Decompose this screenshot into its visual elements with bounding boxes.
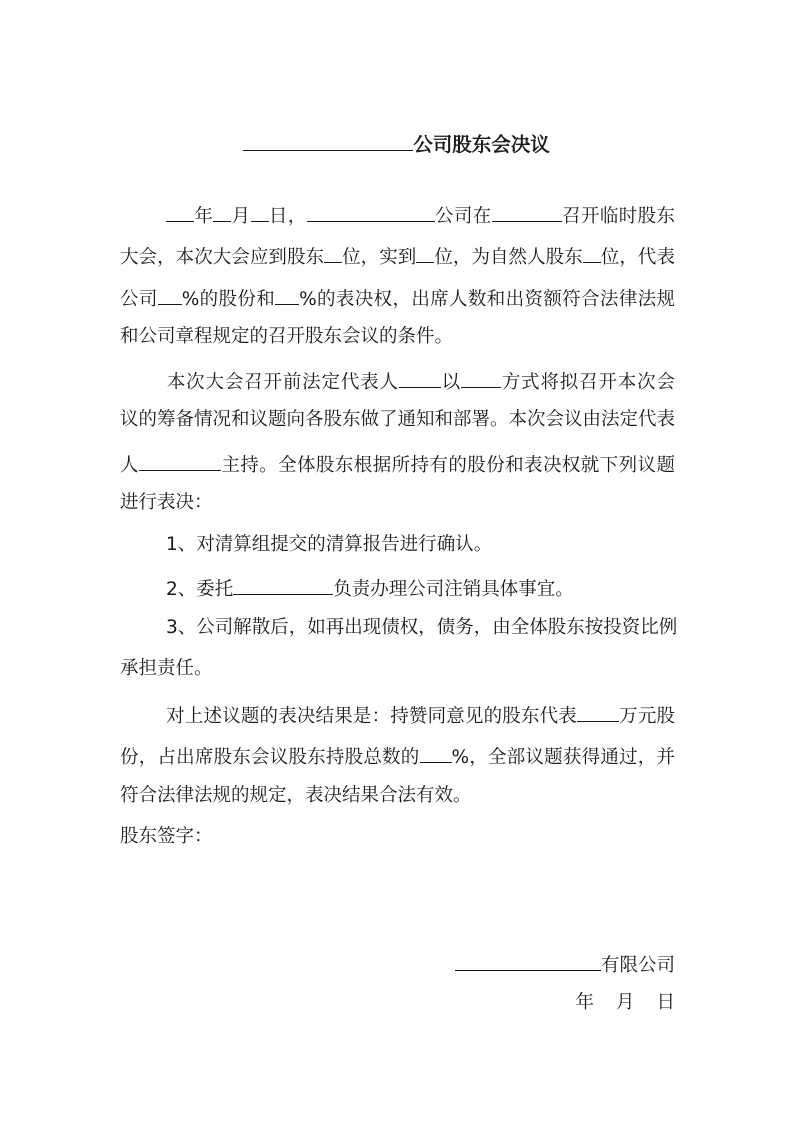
text-span: %，全部议题获得通过，并 (451, 747, 675, 768)
month-label: 月 (231, 206, 251, 227)
para1-line4: 和公司章程规定的召开股东会议的条件。 (120, 326, 454, 347)
text-span: 位，实到 (342, 247, 417, 268)
text-span: 公司 (120, 289, 158, 310)
text-span: 负责办理公司注销具体事宜。 (333, 579, 574, 600)
company-at-label: 公司在 (434, 206, 492, 227)
shareholder-signature-label: 股东签字： (120, 826, 213, 847)
para2-line1 (120, 367, 675, 391)
company-suffix: 有限公司 (600, 955, 675, 976)
year-label: 年 (194, 206, 214, 227)
method-blank[interactable] (461, 367, 501, 388)
shareholders-present-blank[interactable] (416, 242, 434, 263)
result-line2 (120, 742, 675, 766)
text-span: 位，为自然人股东 (434, 247, 583, 268)
text-span: 位，代表 (600, 247, 675, 268)
legal-rep-blank[interactable] (399, 367, 441, 388)
month-blank[interactable] (213, 201, 231, 222)
result-line1 (120, 701, 675, 725)
title-text: 公司股东会决议 (413, 133, 550, 156)
signature-date (120, 991, 675, 1015)
entrusted-person-blank[interactable] (233, 574, 333, 595)
date-month: 月 (615, 992, 635, 1013)
text-span: 1、对清算组提交的清算报告进行确认。 (166, 534, 493, 555)
company-signature (120, 950, 675, 974)
text-span: 万元股 (618, 706, 675, 727)
year-blank[interactable] (166, 201, 194, 222)
date-year: 年 (575, 992, 594, 1013)
text-span: 大会，本次大会应到股东 (120, 247, 325, 268)
amount-blank[interactable] (577, 701, 619, 722)
date-day: 日 (656, 992, 675, 1013)
natural-shareholders-blank[interactable] (583, 242, 601, 263)
shareholders-due-blank[interactable] (324, 242, 342, 263)
company-signature-blank[interactable] (455, 950, 601, 971)
company-name-blank[interactable] (243, 130, 413, 151)
item-2 (120, 574, 675, 598)
text-span: 以 (440, 372, 461, 393)
text-span: 主持。全体股东根据所持有的股份和表决权就下列议题 (220, 455, 675, 476)
text-span: 3、公司解散后，如再出现债权，债务，由全体股东按投资比例 (166, 617, 678, 638)
result-line3: 符合法律法规的规定，表决结果合法有效。 (120, 785, 472, 806)
item-1 (120, 533, 675, 557)
day-label: 日， (268, 206, 307, 227)
para2-line2: 议的筹备情况和议题向各股东做了通知和部署。本次会议由法定代表 (120, 409, 676, 430)
company-blank[interactable] (307, 201, 435, 222)
text-span: 对上述议题的表决结果是：持赞同意见的股东代表 (166, 706, 577, 727)
para1-line2 (120, 242, 675, 266)
text-span: 方式将拟召开本次会 (500, 372, 675, 393)
text-span: 人 (120, 455, 139, 476)
item-3-line2: 承担责任。 (120, 658, 213, 679)
text-span: 本次大会召开前法定代表人 (166, 372, 399, 393)
text-span: 份，占出席股东会议股东持股总数的 (120, 747, 420, 768)
host-blank[interactable] (139, 450, 221, 471)
document-title (0, 130, 793, 158)
para1-line3 (120, 284, 675, 308)
location-blank[interactable] (492, 201, 562, 222)
share-percent-blank[interactable] (158, 284, 182, 305)
holding-percent-blank[interactable] (420, 742, 452, 763)
day-blank[interactable] (251, 201, 269, 222)
meeting-label: 召开临时股东 (561, 206, 675, 227)
text-span: 2、委托 (166, 579, 234, 600)
text-span: %的股份和 (181, 289, 276, 310)
text-span: %的表决权，出席人数和出资额符合法律法规 (299, 289, 675, 310)
para2-line4: 进行表决： (120, 492, 213, 513)
item-3-line1 (120, 616, 678, 640)
para1-line1 (120, 201, 675, 225)
vote-percent-blank[interactable] (275, 284, 299, 305)
para2-line3 (120, 450, 675, 474)
